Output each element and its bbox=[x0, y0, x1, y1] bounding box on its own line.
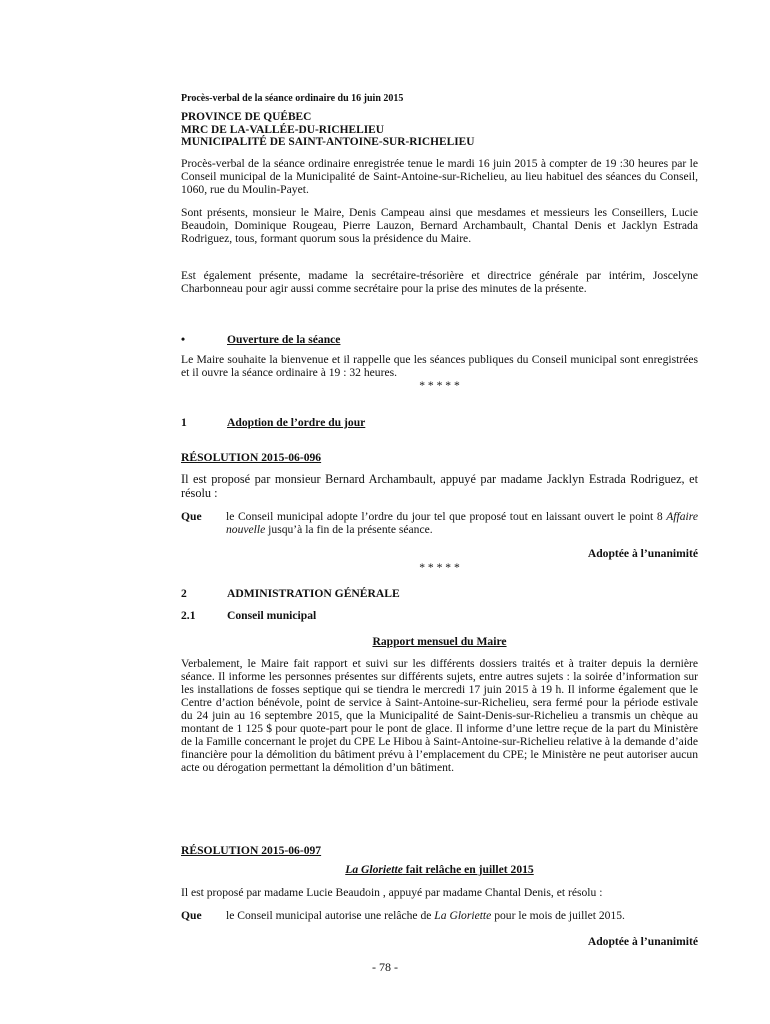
separator: * * * * * bbox=[419, 379, 460, 392]
section-number: 2 bbox=[181, 587, 187, 600]
resolution-097-adopted: Adoptée à l’unanimité bbox=[587, 935, 698, 948]
rapport-text: Verbalement, le Maire fait rapport et suivi sur les différents dossiers traités et à traiter depuis la dernière séance. Il informe les personnes présentes sur différents sujets, entre autres sujets : la soirée d’information sur les installations de fosses septique qui se tiendra le mercredi 17 juin 2015 à 19 h. Il informe également que le Centre d’action bénévole, point de service à Saint-Antoine-sur-Richelieu, sera fermé pour la période estivale du 24 juin au 16 septembre 2015, que la Municipalité de Saint-Denis-sur-Richelieu a transmis un chèque au montant de 1 125 $ pour quote-part pour le pont de glace. Il informe d’une lettre reçue de la part du Ministère de la Famille concernant le projet du CPE Le Hibou à Saint-Antoine-sur-Richelieu relative à la demande d’aide financière pour la démolition du bâtiment prévu à l’emplacement du CPE; le Ministère ne peut autoriser aucun acte ou dérogation permettant la démolition d’un bâtiment. bbox=[181, 657, 698, 774]
document-header bbox=[181, 111, 698, 149]
separator: * * * * * bbox=[419, 561, 460, 574]
que-text: le Conseil municipal adopte l’ordre du jour tel que proposé tout en laissant ouvert le point 8 Affaire nouvelle jusqu’à la fin de la présente séance. bbox=[226, 510, 698, 536]
bullet-icon: • bbox=[181, 333, 186, 346]
opening-title: Ouverture de la séance bbox=[227, 333, 341, 346]
que-label: Que bbox=[181, 909, 202, 922]
resolution-097-subtitle: La Gloriette fait relâche en juillet 2015 bbox=[345, 863, 534, 876]
section-number: 1 bbox=[181, 416, 187, 429]
resolution-096-que bbox=[181, 510, 698, 536]
header-mrc: MRC DE LA-VALLÉE-DU-RICHELIEU bbox=[181, 123, 384, 136]
section-number: 2.1 bbox=[181, 609, 196, 622]
section-2-1-heading bbox=[181, 609, 698, 622]
resolution-097-title: RÉSOLUTION 2015-06-097 bbox=[181, 844, 322, 857]
rapport-title: Rapport mensuel du Maire bbox=[372, 635, 507, 648]
section-title: ADMINISTRATION GÉNÉRALE bbox=[227, 587, 400, 600]
intro-paragraph-3: Est également présente, madame la secrétaire-trésorière et directrice générale par intérim, Joscelyne Charbonneau pour agir aussi comme secrétaire pour la prise des minutes de la présente. bbox=[181, 269, 698, 295]
intro-paragraph-1: Procès-verbal de la séance ordinaire enregistrée tenue le mardi 16 juin 2015 à compter de 19 :30 heures par le Conseil municipal de la Municipalité de Saint-Antoine-sur-Richelieu, au lieu habituel des séances du Conseil, 1060, rue du Moulin-Payet. bbox=[181, 157, 698, 196]
section-2-heading bbox=[181, 587, 698, 600]
header-municipality: MUNICIPALITÉ DE SAINT-ANTOINE-SUR-RICHELIEU bbox=[181, 136, 475, 148]
section-title: Conseil municipal bbox=[227, 609, 317, 622]
resolution-097-text: Il est proposé par madame Lucie Beaudoin , appuyé par madame Chantal Denis, et résolu : bbox=[181, 886, 603, 899]
opening-heading bbox=[181, 333, 698, 346]
resolution-096-title: RÉSOLUTION 2015-06-096 bbox=[181, 451, 322, 464]
section-title: Adoption de l’ordre du jour bbox=[227, 416, 366, 429]
que-label: Que bbox=[181, 510, 202, 523]
resolution-096-adopted: Adoptée à l’unanimité bbox=[587, 547, 698, 560]
resolution-096-text: Il est proposé par monsieur Bernard Archambault, appuyé par madame Jacklyn Estrada Rodriguez, et résolu : bbox=[181, 472, 698, 500]
document-title: Procès-verbal de la séance ordinaire du 16 juin 2015 bbox=[181, 93, 404, 104]
section-1-heading bbox=[181, 416, 698, 429]
opening-text: Le Maire souhaite la bienvenue et il rappelle que les séances publiques du Conseil municipal sont enregistrées et il ouvre la séance ordinaire à 19 : 32 heures. bbox=[181, 353, 698, 379]
que-text: le Conseil municipal autorise une relâche de La Gloriette pour le mois de juillet 2015. bbox=[226, 909, 625, 922]
page-number: - 78 - bbox=[372, 960, 398, 974]
header-province: PROVINCE DE QUÉBEC bbox=[181, 111, 312, 123]
intro-paragraph-2: Sont présents, monsieur le Maire, Denis Campeau ainsi que mesdames et messieurs les Conseillers, Lucie Beaudoin, Dominique Rougeau, Pierre Lauzon, Bernard Archambault, Chantal Denis et Jacklyn Estrada Rodriguez, tous, formant quorum sous la présidence du Maire. bbox=[181, 206, 698, 245]
resolution-097-que bbox=[181, 909, 698, 922]
